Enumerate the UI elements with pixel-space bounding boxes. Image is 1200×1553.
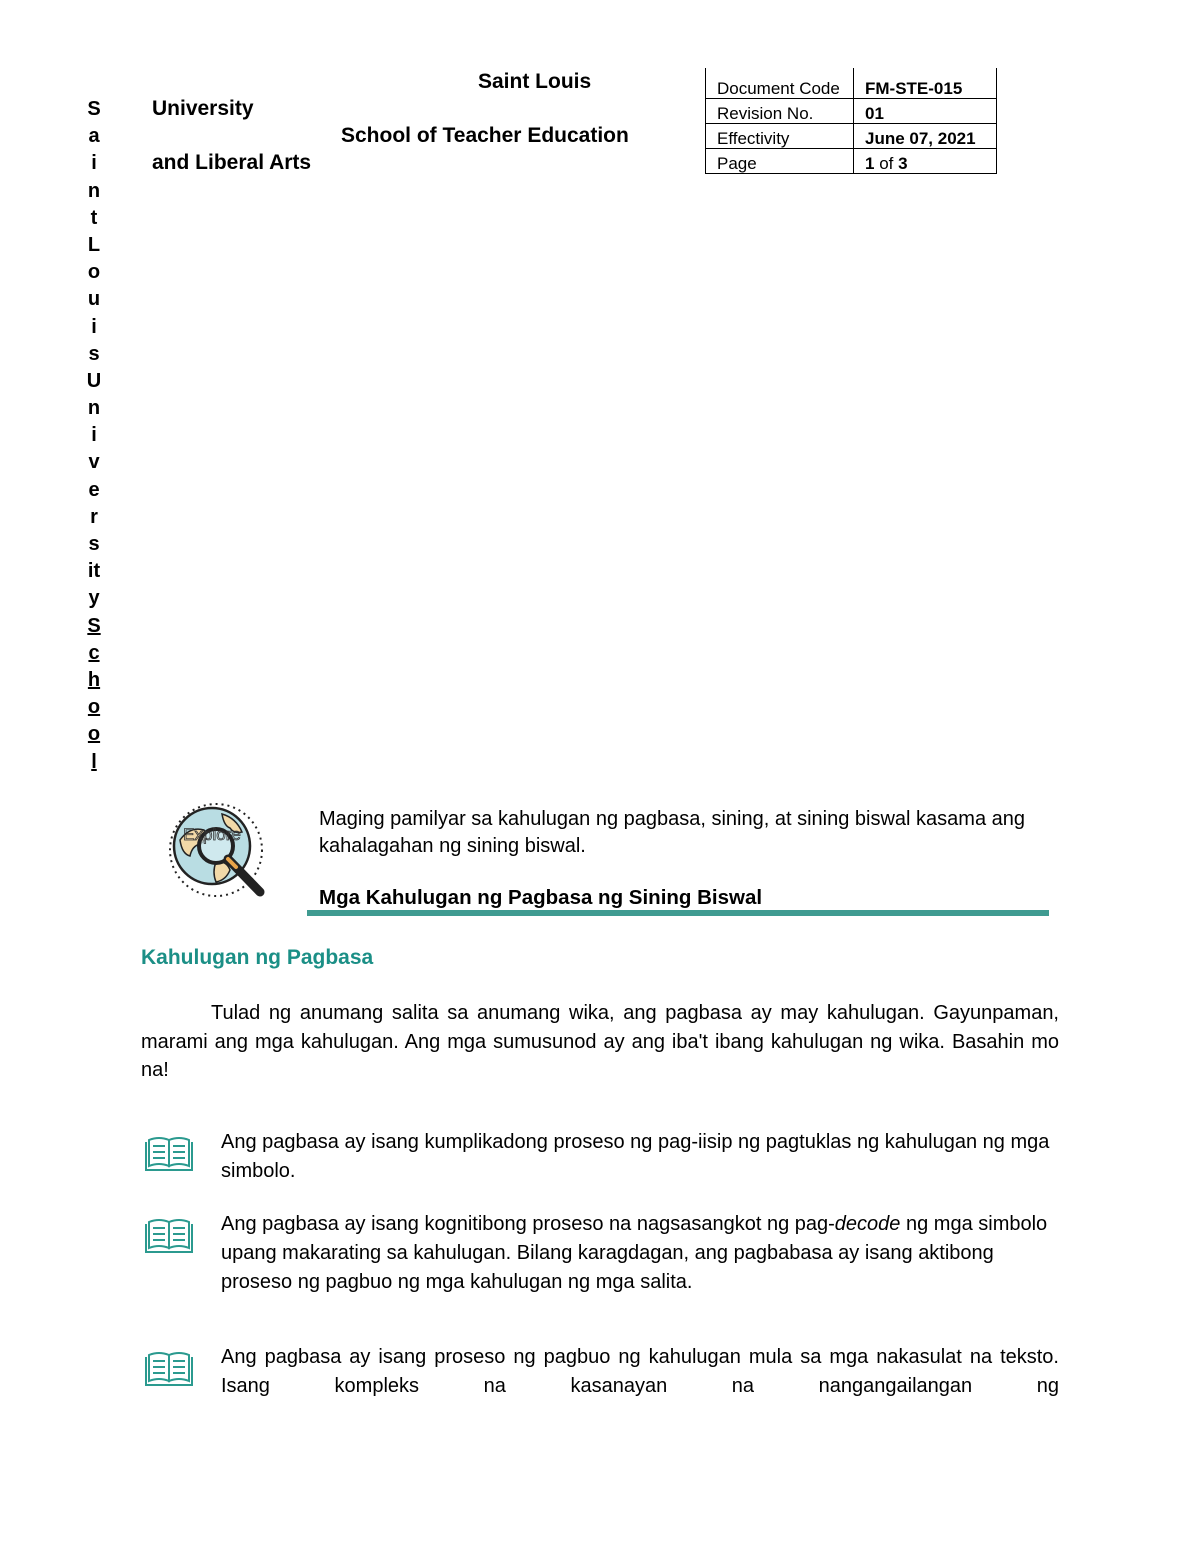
doc-row-code <box>706 68 997 99</box>
side-letter: v <box>88 451 100 474</box>
page-total: 3 <box>898 154 908 173</box>
effectivity-label: Effectivity <box>706 124 854 149</box>
side-letter: y <box>88 587 100 610</box>
bullet-text <box>221 1210 1059 1297</box>
open-book-icon <box>145 1216 193 1254</box>
bullet-item <box>145 1210 1059 1297</box>
page-of: of <box>879 154 894 173</box>
side-letter: S <box>87 98 101 120</box>
side-letter: o <box>87 696 101 719</box>
side-letter: i <box>91 424 97 447</box>
side-letter: o <box>87 723 101 746</box>
side-letter: s <box>88 533 100 555</box>
side-letter: i <box>91 315 97 338</box>
page-label: Page <box>706 149 854 174</box>
open-book-icon <box>145 1134 193 1172</box>
side-letter: s <box>88 342 100 365</box>
header-university: University <box>152 97 254 120</box>
doc-code-label: Document Code <box>706 68 854 99</box>
side-letter: u <box>87 288 101 311</box>
header-liberal-arts: and Liberal Arts <box>152 151 312 174</box>
body-paragraph-text: Tulad ng anumang salita sa anumang wika, ang pagbasa ay may kahulugan. Gayunpaman, marami ang mga kahulugan. Ang mga sumusunod ay ang iba't ibang kahulugan ng wika. Basahin mo na! <box>141 1002 1059 1081</box>
side-letter: h <box>87 668 101 691</box>
intro-text: Maging pamilyar sa kahulugan ng pagbasa, sining, at sining biswal kasama ang kahalagahan ng sining biswal. <box>319 808 1025 857</box>
side-letter: r <box>90 505 98 528</box>
side-letter: n <box>87 397 101 420</box>
doc-code-value: FM-STE-015 <box>854 68 997 99</box>
bullet-text-after: ng mga simbolo upang makarating sa kahulugan. Bilang karagdagan, ang pagbabasa ay isang aktibong proseso ng pagbuo ng mga kahulugan ng mga salita. <box>221 1213 1048 1293</box>
header-school: School of Teacher Education <box>341 124 629 147</box>
open-book-icon <box>145 1349 193 1387</box>
revision-value: 01 <box>854 99 997 124</box>
side-letter: t <box>90 206 98 229</box>
section-divider <box>307 910 1049 916</box>
bullet-text: Ang pagbasa ay isang kumplikadong proseso ng pag-iisip ng pagtuklas ng kahulugan ng mga simbolo. <box>221 1131 1050 1182</box>
side-letter: i <box>91 152 97 175</box>
revision-label: Revision No. <box>706 99 854 124</box>
side-letter: o <box>87 261 101 284</box>
bullet-text-italic: decode <box>834 1213 901 1235</box>
side-letter: U <box>86 369 102 392</box>
effectivity-value: June 07, 2021 <box>854 124 997 149</box>
side-letter: S <box>87 614 101 637</box>
side-letter: a <box>88 125 100 148</box>
page-current: 1 <box>865 154 875 173</box>
subheading: Kahulugan ng Pagbasa <box>141 946 374 969</box>
header-saint-louis: Saint Louis <box>478 70 592 93</box>
side-letter: l <box>91 750 97 773</box>
explore-icon-label: Explore <box>183 825 241 844</box>
bullet-text-before: Ang pagbasa ay isang kognitibong proseso na nagsasangkot ng pag- <box>221 1213 835 1235</box>
side-letter: c <box>88 641 100 664</box>
doc-row-page <box>706 149 997 174</box>
bullet-item <box>145 1343 1059 1401</box>
doc-row-effectivity <box>706 124 997 149</box>
doc-row-revision <box>706 99 997 124</box>
bullet-item <box>145 1128 1059 1186</box>
explore-magnifier-icon <box>166 800 272 906</box>
side-letter: L <box>87 233 101 256</box>
side-letter: n <box>87 179 101 202</box>
page-value <box>854 149 997 174</box>
side-letter: e <box>88 478 100 501</box>
section-title: Mga Kahulugan ng Pagbasa ng Sining Biswal <box>319 886 763 909</box>
document-info-table <box>705 68 997 174</box>
bullet-text: Ang pagbasa ay isang proseso ng pagbuo ng kahulugan mula sa mga nakasulat na teksto. Isang kompleks na kasanayan na nangangailangan ng <box>221 1346 1059 1397</box>
side-letter: it <box>87 560 101 583</box>
vertical-side-text <box>82 96 106 776</box>
body-paragraph <box>141 999 1059 1085</box>
